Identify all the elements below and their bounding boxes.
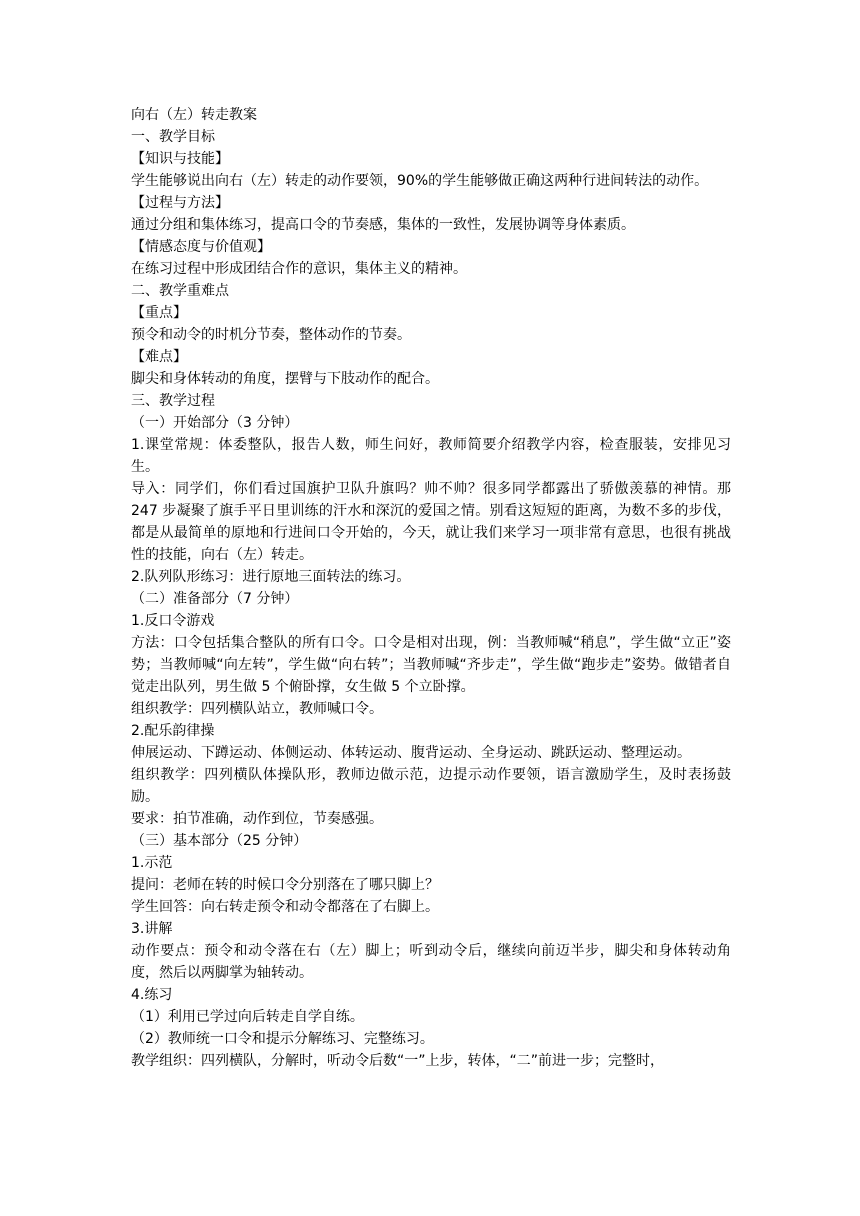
paragraph: 教学组织：四列横队，分解时，听动令后数“一”上步，转体，“二”前进一步；完整时， [131, 1053, 665, 1069]
phase-heading: （三）基本部分（25 分钟） [131, 833, 308, 849]
item-heading: 4.练习 [131, 987, 173, 1003]
item-heading: 3.讲解 [131, 921, 173, 937]
paragraph: 学生能够说出向右（左）转走的动作要领，90%的学生能够做正确这两种行进间转法的动作。 [131, 173, 709, 189]
paragraph: 2.队列队形练习：进行原地三面转法的练习。 [131, 569, 411, 585]
paragraph: （2）教师统一口令和提示分解练习、完整练习。 [131, 1031, 434, 1047]
document-title: 向右（左）转走教案 [131, 107, 257, 123]
paragraph: 脚尖和身体转动的角度，摆臂与下肢动作的配合。 [131, 371, 439, 387]
item-heading: 1.反口令游戏 [131, 613, 215, 629]
subsection-heading: 【知识与技能】 [131, 151, 229, 167]
paragraph: 伸展运动、下蹲运动、体侧运动、体转运动、腹背运动、全身运动、跳跃运动、整理运动。 [131, 745, 691, 761]
paragraph: 导入：同学们，你们看过国旗护卫队升旗吗？帅不帅？很多同学都露出了骄傲羡慕的神情。那 247 步凝聚了旗手平日里训练的汗水和深沉的爱国之情。别看这短短的距离，为数不多的步伐，都是从最简单的原地和行进间口令开始的，今天，就让我们来学习一项非常有意思，也很有挑战性的技能，向右（左）转走。 [131, 481, 731, 563]
paragraph: 预令和动令的时机分节奏，整体动作的节奏。 [131, 327, 411, 343]
section-heading: 三、教学过程 [131, 393, 215, 409]
paragraph: 方法：口令包括集合整队的所有口令。口令是相对出现，例：当教师喊“稍息”，学生做“立正”姿势；当教师喊“向左转”，学生做“向右转”；当教师喊“齐步走”，学生做“跑步走”姿势。做错者自觉走出队列，男生做 5 个俯卧撑，女生做 5 个立卧撑。 [131, 635, 731, 695]
phase-heading: （二）准备部分（7 分钟） [131, 591, 299, 607]
paragraph: 提问：老师在转的时候口令分别落在了哪只脚上？ [131, 877, 439, 893]
section-heading: 二、教学重难点 [131, 283, 229, 299]
paragraph: （1）利用已学过向后转走自学自练。 [131, 1009, 364, 1025]
subsection-heading: 【难点】 [131, 349, 187, 365]
paragraph: 组织教学：四列横队体操队形，教师边做示范，边提示动作要领，语言激励学生，及时表扬鼓励。 [131, 767, 731, 805]
paragraph: 通过分组和集体练习，提高口令的节奏感，集体的一致性，发展协调等身体素质。 [131, 217, 635, 233]
subsection-heading: 【情感态度与价值观】 [131, 239, 271, 255]
paragraph: 动作要点：预令和动令落在右（左）脚上；听到动令后，继续向前迈半步，脚尖和身体转动角度，然后以两脚掌为轴转动。 [131, 943, 731, 981]
subsection-heading: 【重点】 [131, 305, 187, 321]
subsection-heading: 【过程与方法】 [131, 195, 229, 211]
paragraph: 要求：拍节准确，动作到位，节奏感强。 [131, 811, 383, 827]
phase-heading: （一）开始部分（3 分钟） [131, 415, 299, 431]
item-heading: 1.示范 [131, 855, 173, 871]
paragraph: 1.课堂常规：体委整队，报告人数，师生问好，教师简要介绍教学内容，检查服装，安排见习生。 [131, 437, 731, 475]
document-page [131, 104, 731, 1072]
section-heading: 一、教学目标 [131, 129, 215, 145]
paragraph: 在练习过程中形成团结合作的意识，集体主义的精神。 [131, 261, 467, 277]
item-heading: 2.配乐韵律操 [131, 723, 215, 739]
paragraph: 学生回答：向右转走预令和动令都落在了右脚上。 [131, 899, 439, 915]
paragraph: 组织教学：四列横队站立，教师喊口令。 [131, 701, 383, 717]
